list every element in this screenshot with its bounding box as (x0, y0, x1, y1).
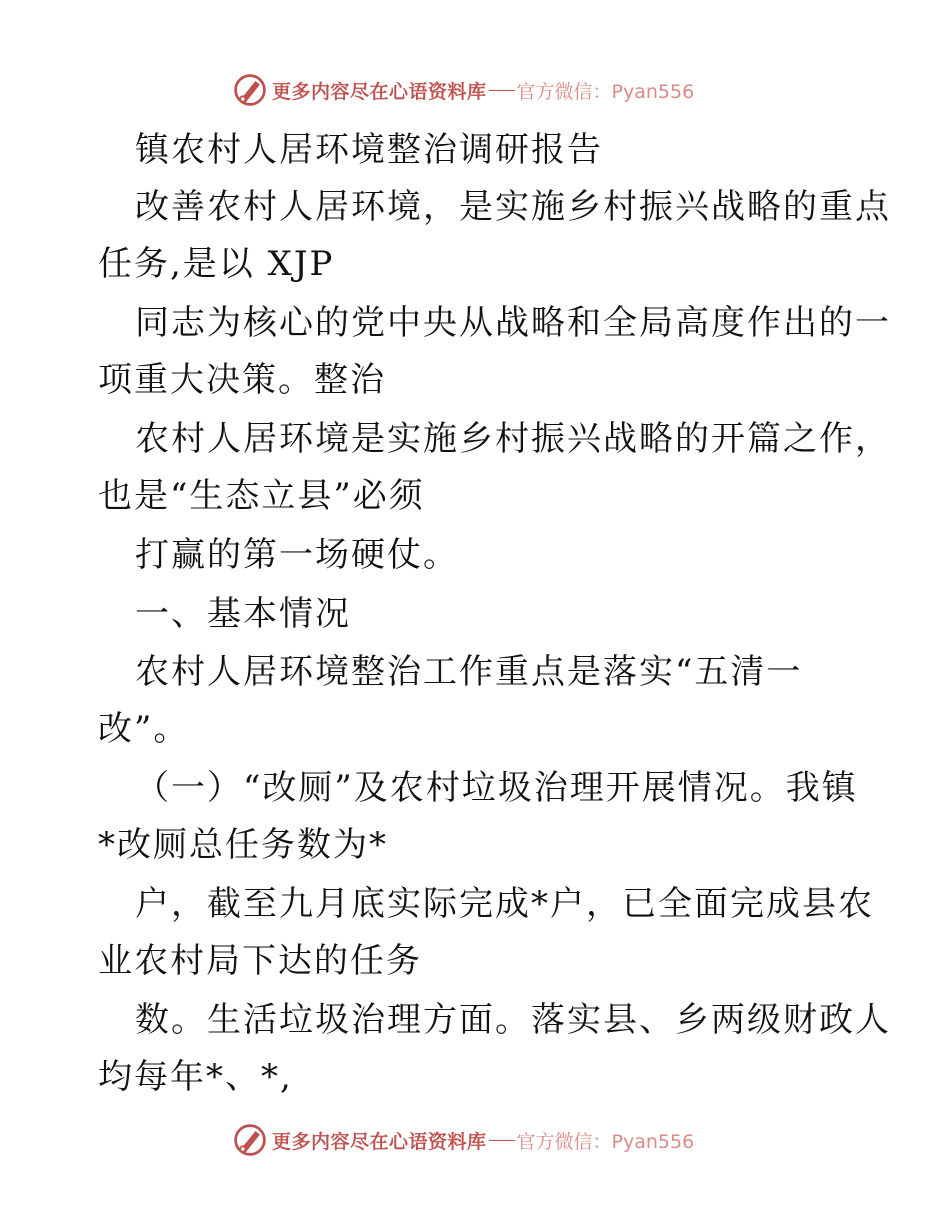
footer-banner (232, 1120, 694, 1160)
pen-logo-icon (232, 72, 268, 108)
header-banner (232, 70, 694, 110)
text-line: 均每年*、*, (98, 1057, 293, 1097)
text-line: 户，截至九月底实际完成*户，已全面完成县农 (135, 884, 874, 924)
banner-contact: 官方微信：Pyan556 (516, 1130, 695, 1153)
document-title: 镇农村人居环境整治调研报告 (135, 130, 603, 170)
banner-contact: 官方微信：Pyan556 (516, 80, 695, 103)
text-line: 农村人居环境整治工作重点是落实“五清一 (135, 652, 803, 692)
section-heading: 一、基本情况 (135, 594, 351, 634)
banner-text: 更多内容尽在心语资料库 (272, 80, 487, 103)
banner-separator (489, 90, 515, 91)
text-line: *改厕总任务数为* (98, 825, 388, 865)
text-line: 任务,是以 XJP (98, 244, 335, 284)
pen-logo-icon (232, 1122, 268, 1158)
text-line: 打赢的第一场硬仗。 (135, 535, 459, 575)
text-line: 也是“生态立县”必须 (98, 476, 425, 516)
banner-text: 更多内容尽在心语资料库 (272, 1130, 487, 1153)
banner-separator (489, 1140, 515, 1141)
text-line: 项重大决策。整治 (98, 360, 386, 400)
text-line: 同志为核心的党中央从战略和全局高度作出的一 (135, 303, 891, 343)
text-line: 改”。 (98, 709, 190, 749)
text-line: 业农村局下达的任务 (98, 941, 422, 981)
text-line: 改善农村人居环境，是实施乡村振兴战略的重点 (135, 187, 891, 227)
subsection-heading: （一）“改厕”及农村垃圾治理开展情况。我镇 (135, 768, 858, 808)
text-line: 数。生活垃圾治理方面。落实县、乡两级财政人 (135, 1000, 891, 1040)
text-line: 农村人居环境是实施乡村振兴战略的开篇之作， (135, 419, 891, 459)
